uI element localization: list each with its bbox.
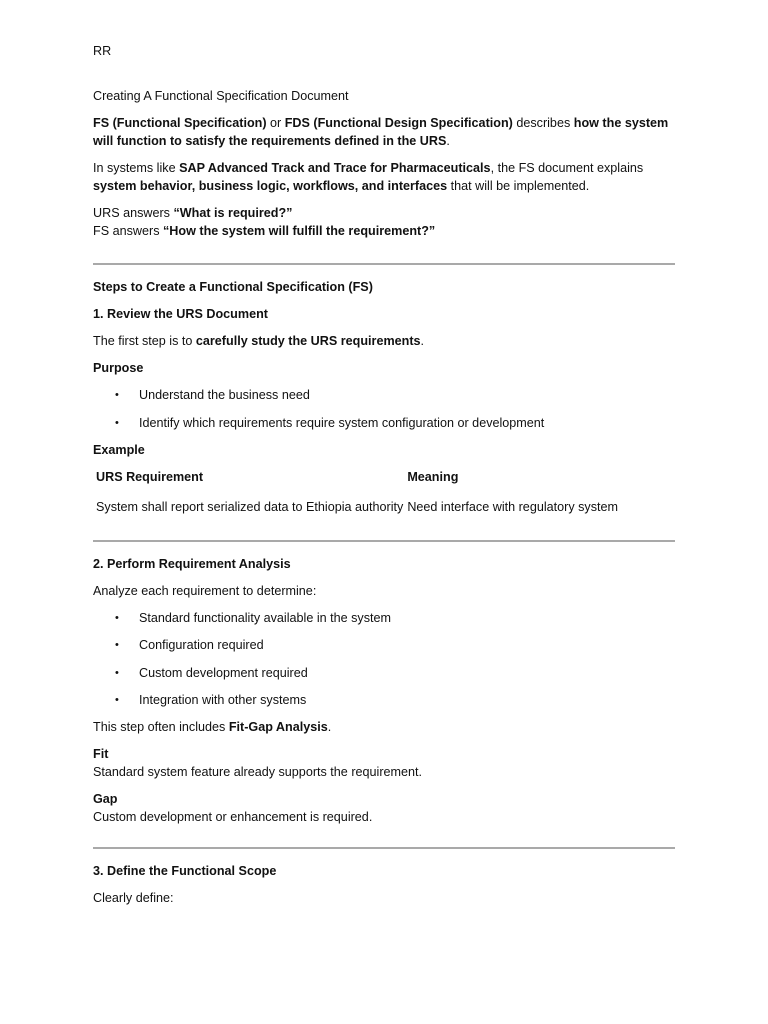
text: that will be implemented. [447,179,590,193]
list-item-text: Integration with other systems [139,693,307,707]
text: . [420,334,425,348]
text: describes [512,116,574,130]
step1-title [93,305,675,323]
emphasis: carefully study the URS requirements [195,334,421,348]
list-item [93,636,675,654]
example-label [93,441,675,459]
step3-title [93,862,675,880]
fs-term: FS (Functional Specification) [93,116,267,130]
text: In systems like [93,161,180,175]
document-page [93,42,675,907]
purpose-label [93,359,675,377]
fs-answers-line [93,222,675,240]
urs-answers-line [93,204,675,222]
text: . [327,720,332,734]
text: . [446,134,450,148]
intro-paragraph-sap [93,159,675,195]
gap-label-text: Gap [93,792,118,806]
header-initials: RR [93,44,112,58]
list-item-text: Configuration required [139,638,264,652]
list-item [93,609,675,627]
sap-product-name: SAP Advanced Track and Trace for Pharmaceuticals [179,161,491,175]
list-item [93,414,675,432]
bullet-icon: • [115,694,119,706]
fitgap-term: Fit-Gap Analysis [228,720,328,734]
list-item-text: Standard functionality available in the system [139,610,392,625]
bullet-icon: • [115,389,119,401]
section-divider [93,263,675,265]
bullet-icon: • [115,611,119,624]
table-header-row [94,468,620,498]
section-divider [93,540,675,542]
bullet-icon: • [115,666,119,679]
step3-intro: Clearly define: [93,891,174,905]
document-title: Creating A Functional Specification Document [93,89,349,103]
fs-question: “How the system will fulfill the requirement?” [163,224,436,238]
text: The first step is to [93,334,196,348]
text: This step often includes [93,720,229,734]
step1-paragraph [93,332,675,350]
steps-heading-text: Steps to Create a Functional Specification (FS) [93,280,373,294]
step2-title-text: 2. Perform Requirement Analysis [93,556,291,571]
intro-paragraph-fs [93,114,675,150]
fit-description: Standard system feature already supports the requirement. [93,765,423,779]
steps-heading [93,278,675,296]
table-header-cell [405,468,620,498]
bullet-icon: • [115,639,119,651]
gap-label [93,790,675,808]
list-item-text: Custom development required [139,665,308,680]
step2-intro: Analyze each requirement to determine: [93,583,317,598]
table-cell: System shall report serialized data to Ethiopia authority [96,499,404,514]
fit-label-text: Fit [93,747,109,761]
text: or [266,116,285,130]
analysis-list [93,609,675,710]
text: , the FS document explains [490,161,644,175]
gap-description: Custom development or enhancement is required. [93,810,373,824]
example-table [94,468,620,516]
behavior-list: system behavior, business logic, workflows, and interfaces [93,179,448,193]
how-statement: how the system will function to satisfy the requirements defined in the URS [93,116,669,148]
table-header-cell [94,468,405,498]
table-cell: Need interface with regulatory system [407,499,618,514]
header-text: Meaning [407,469,459,484]
example-label-text: Example [93,442,145,457]
purpose-label-text: Purpose [93,361,144,375]
text: FS answers [93,224,163,238]
step1-title-text: 1. Review the URS Document [93,307,268,321]
bullet-icon: • [115,416,119,429]
list-item [93,664,675,682]
list-item [93,386,675,404]
urs-question: “What is required?” [173,206,293,220]
list-item-text: Identify which requirements require system configuration or development [139,415,545,430]
text: URS answers [93,206,174,220]
section-divider [93,847,675,849]
table-row [94,498,620,516]
fit-label [93,745,675,763]
list-item-text: Understand the business need [139,388,310,402]
fds-term: FDS (Functional Design Specification) [284,116,513,130]
step2-title [93,555,675,573]
header-text: URS Requirement [96,469,204,484]
step3-title-text: 3. Define the Functional Scope [93,864,277,878]
fitgap-paragraph [93,718,675,736]
purpose-list [93,386,675,432]
list-item [93,691,675,709]
